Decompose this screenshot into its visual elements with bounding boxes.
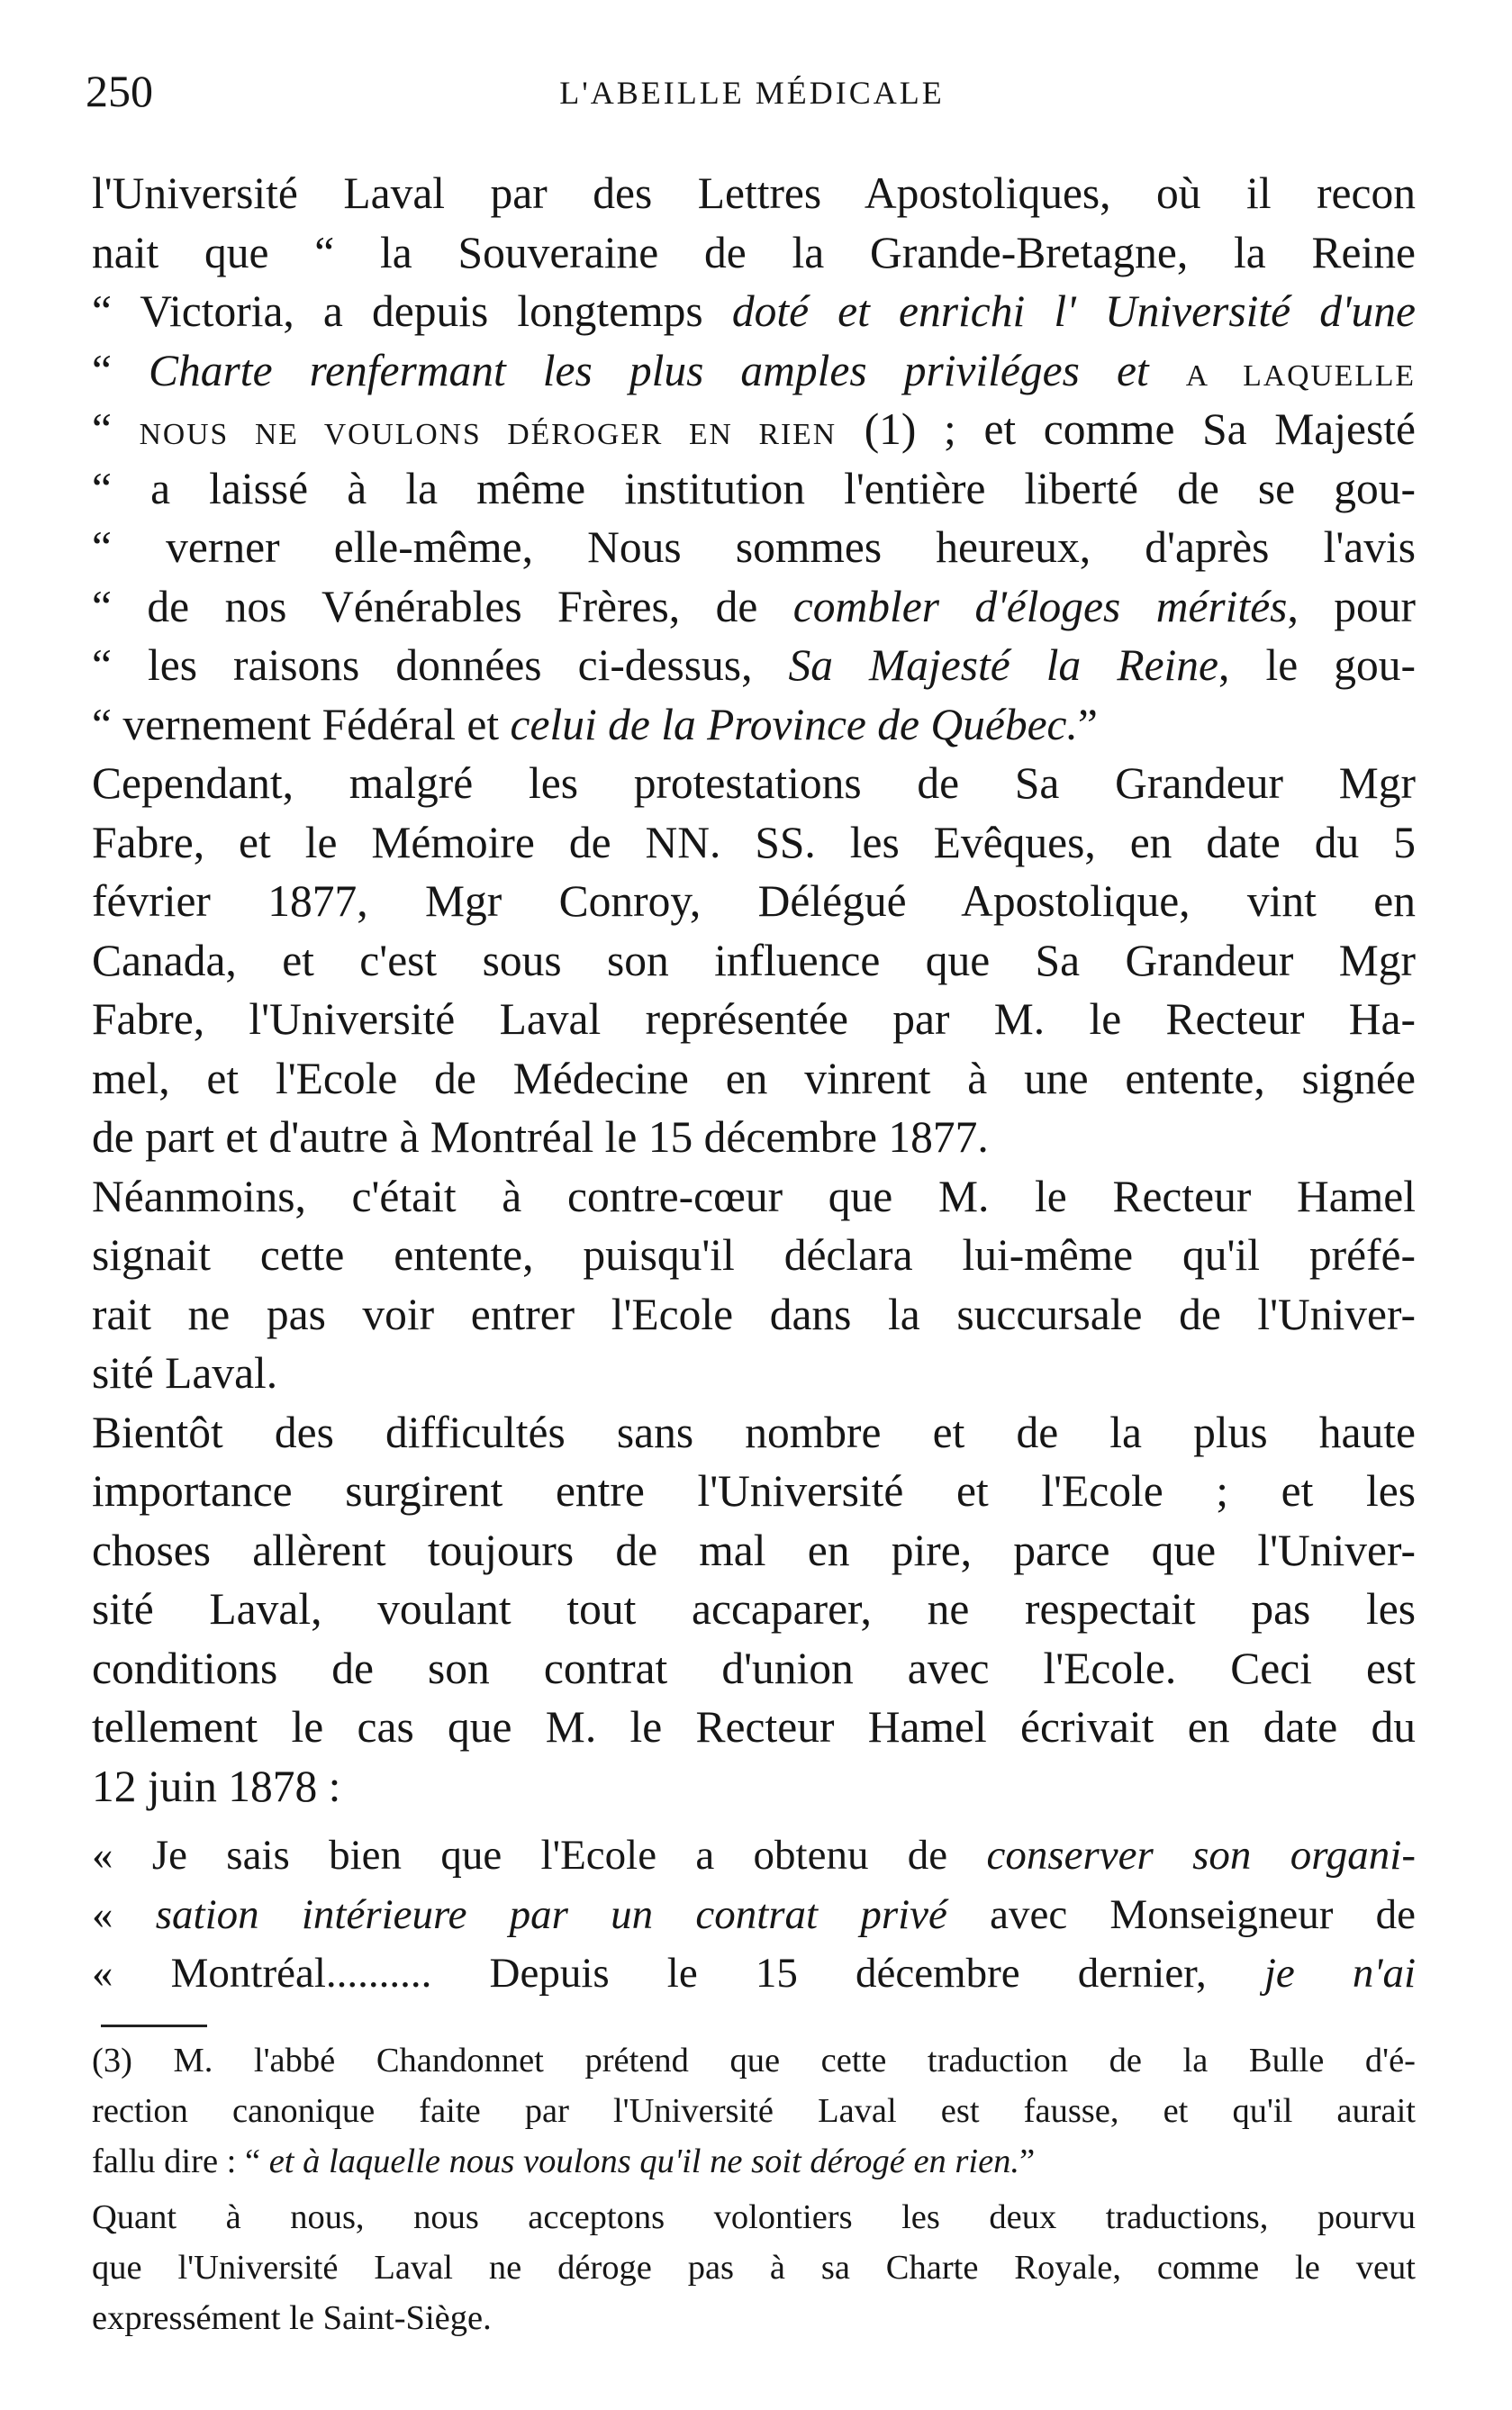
italic-phrase: je n'ai	[1263, 1950, 1416, 1997]
text-line: importance surgirent entre l'Université et l'Ecole ; et les	[92, 1466, 1416, 1516]
quotation	[92, 1826, 1416, 2004]
running-title: L'ABEILLE MÉDICALE	[559, 75, 945, 111]
text-line: “ verner elle-même, Nous sommes heureux, d'après l'avis	[92, 522, 1416, 572]
text-line: “ Charte renfermant les plus amples priviléges et A LAQUELLE	[92, 345, 1416, 395]
text-line: Cependant, malgré les protestations de Sa Grandeur Mgr	[92, 758, 1416, 808]
text-line: Canada, et c'est sous son influence que Sa Grandeur Mgr	[92, 935, 1416, 985]
text-line: “ NOUS NE VOULONS DÉROGER EN RIEN (1) ; et comme Sa Majesté	[92, 404, 1416, 454]
body-text	[92, 164, 1416, 2004]
small-caps-phrase: A LAQUELLE	[1185, 358, 1416, 393]
text-line: “ vernement Fédéral et celui de la Province de Québec.”	[92, 699, 1098, 749]
text-line: “ Victoria, a depuis longtemps doté et enrichi l' Université d'une	[92, 286, 1417, 336]
italic-phrase: Sa Majesté la Reine	[788, 640, 1219, 690]
text-line: signait cette entente, puisqu'il déclara lui-même qu'il préfé-	[92, 1230, 1416, 1280]
text-line: rait ne pas voir entrer l'Ecole dans la succursale de l'Univer-	[92, 1289, 1416, 1339]
small-caps-phrase: NOUS NE VOULONS DÉROGER EN RIEN	[139, 418, 837, 451]
text-line: Bientôt des difficultés sans nombre et de la plus haute	[92, 1407, 1416, 1457]
text-line: conditions de son contrat d'union avec l'Ecole. Ceci est	[92, 1643, 1416, 1693]
text-line: nait que “ la Souveraine de la Grande-Bretagne, la Reine	[92, 227, 1416, 277]
italic-phrase: celui de la Province de Québec.	[510, 699, 1078, 749]
text-line: fallu dire : “ et à laquelle nous voulons qu'il ne soit dérogé en rien.”	[92, 2143, 1036, 2180]
text-line: de part et d'autre à Montréal le 15 décembre 1877.	[92, 1112, 989, 1162]
text-line: choses allèrent toujours de mal en pire, parce que l'Univer-	[92, 1525, 1416, 1575]
text-line: tellement le cas que M. le Recteur Hamel écrivait en date du	[92, 1702, 1416, 1752]
italic-phrase: combler d'éloges mérités	[792, 581, 1288, 631]
text-line: Fabre, l'Université Laval représentée par M. le Recteur Ha-	[92, 994, 1416, 1044]
text-line: février 1877, Mgr Conroy, Délégué Apostolique, vint en	[92, 876, 1416, 926]
text-line: que l'Université Laval ne déroge pas à sa Charte Royale, comme le veut	[92, 2249, 1416, 2287]
footnotes	[92, 2035, 1416, 2343]
italic-phrase: doté et enrichi l' Université d'une	[731, 286, 1417, 336]
paragraph-1	[92, 164, 1416, 754]
footnote-remark	[92, 2192, 1416, 2343]
text-line: « Montréal.......... Depuis le 15 décembre dernier, je n'ai	[92, 1950, 1416, 1997]
text-line: “ a laissé à la même institution l'entière liberté de se gou-	[92, 463, 1416, 513]
italic-phrase: sation intérieure par un contrat privé	[155, 1890, 947, 1938]
page-number: 250	[86, 66, 153, 116]
text-line: Quant à nous, nous acceptons volontiers les deux traductions, pourvu	[92, 2198, 1416, 2236]
text-line: « sation intérieure par un contrat privé avec Monseigneur de	[92, 1890, 1416, 1938]
text-line: Néanmoins, c'était à contre-cœur que M. le Recteur Hamel	[92, 1171, 1416, 1221]
text-line: rection canonique faite par l'Université Laval est fausse, et qu'il aurait	[92, 2092, 1416, 2130]
page-header	[86, 65, 1418, 128]
text-line: “ les raisons données ci-dessus, Sa Majesté la Reine, le gou-	[92, 640, 1416, 690]
text-line: sité Laval, voulant tout accaparer, ne respectait pas les	[92, 1584, 1416, 1634]
text-line: l'Université Laval par des Lettres Apostoliques, où il recon	[92, 168, 1416, 218]
text-line: 12 juin 1878 :	[92, 1761, 341, 1811]
footnote-3	[92, 2035, 1416, 2187]
footnote-rule	[101, 2025, 207, 2027]
paragraph-2	[92, 754, 1416, 1167]
text-line: “ de nos Vénérables Frères, de combler d'éloges mérités, pour	[92, 581, 1417, 631]
text-line: (3) M. l'abbé Chandonnet prétend que cette traduction de la Bulle d'é-	[92, 2042, 1416, 2079]
italic-phrase: conserver son organi-	[986, 1832, 1416, 1879]
italic-phrase: et à laquelle nous voulons qu'il ne soit dérogé en rien.	[268, 2143, 1020, 2180]
text-line: sité Laval.	[92, 1348, 278, 1398]
text-line: expressément le Saint-Siège.	[92, 2299, 492, 2337]
text-line: Fabre, et le Mémoire de NN. SS. les Evêques, en date du 5	[92, 817, 1416, 867]
paragraph-3	[92, 1167, 1416, 1403]
paragraph-4	[92, 1403, 1416, 1817]
text-line: mel, et l'Ecole de Médecine en vinrent à une entente, signée	[92, 1053, 1416, 1103]
text-line: « Je sais bien que l'Ecole a obtenu de conserver son organi-	[92, 1832, 1416, 1879]
italic-phrase: Charte renfermant les plus amples priviléges et	[149, 345, 1149, 395]
